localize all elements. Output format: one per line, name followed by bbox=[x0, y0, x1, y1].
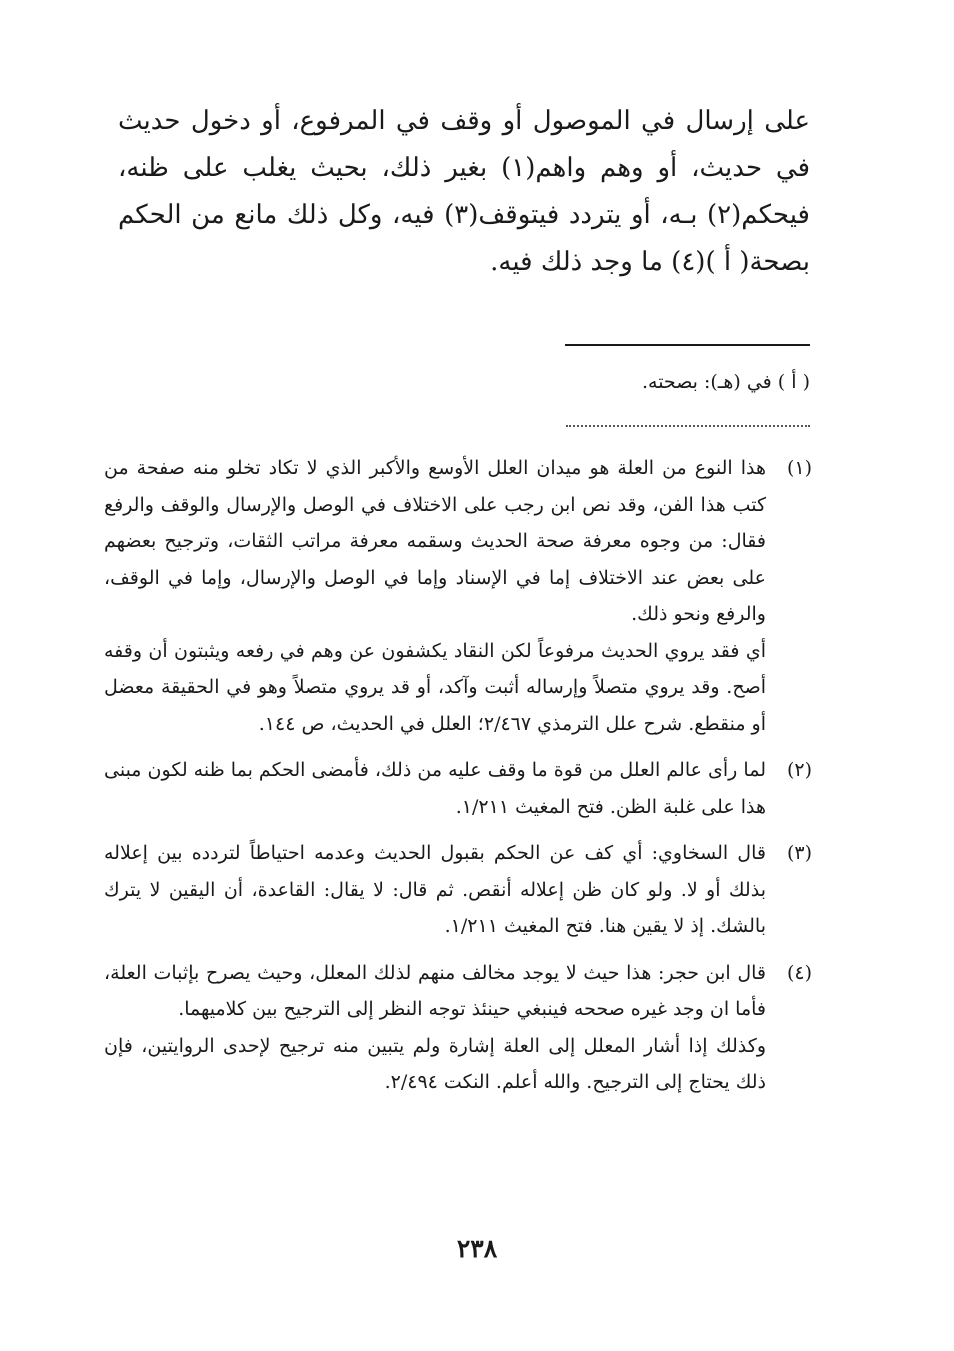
dotted-separator bbox=[566, 425, 810, 427]
footnote-body bbox=[104, 955, 766, 1101]
main-paragraph: على إرسال في الموصول أو وقف في المرفوع، أو دخول حديث في حديث، أو وهم واهم(١) بغير ذلك، بحيث يغلب على ظنه، فيحكم(٢) بـه، أو يتردد فيتوقف(٣) فيه، وكل ذلك مانع من الحكم بصحة( أ )(٤) ما وجد ذلك فيه. bbox=[118, 106, 810, 277]
footnote-body bbox=[104, 835, 766, 945]
footnote-paragraph: لما رأى عالم العلل من قوة ما وقف عليه من ذلك، فأمضى الحكم بما ظنه لكون مبنى هذا على غلبة الظن. فتح المغيث ١/٢١١. bbox=[104, 759, 766, 818]
variant-note: ( أ ) في (هـ): بصحته. bbox=[641, 371, 810, 393]
footnote-number: (٣) bbox=[786, 842, 812, 864]
footnote-paragraph: قال السخاوي: أي كف عن الحكم بقبول الحديث وعدمه احتياطاً لتردده بين إعلاله بذلك أو لا. ولو كان ظن إعلاله أنقص. ثم قال: لا يقال: القاعدة، أن اليقين لا يترك بالشك. إذ لا يقين هنا. فتح المغيث ١/٢١١. bbox=[104, 842, 766, 937]
footnote-paragraph: أي فقد يروي الحديث مرفوعاً لكن النقاد يكشفون عن وهم في رفعه ويثبتون أن وقفه أصح. وقد يروي متصلاً وإرساله أثبت وآكد، أو قد يروي متصلاً وهو في الحقيقة معضل أو منقطع. شرح علل الترمذي ٢/٤٦٧؛ العلل في الحديث، ص ١٤٤. bbox=[104, 639, 766, 735]
footnote-number: (١) bbox=[786, 457, 812, 479]
footnote-4 bbox=[104, 955, 812, 1101]
main-text-block bbox=[118, 98, 810, 286]
footnote-3 bbox=[104, 835, 812, 945]
footnote-1 bbox=[104, 450, 812, 742]
footnote-2 bbox=[104, 752, 812, 825]
footnotes-section bbox=[104, 450, 812, 1111]
footnote-body bbox=[104, 450, 766, 742]
footnote-separator-line bbox=[565, 344, 810, 346]
footnote-number: (٢) bbox=[786, 759, 812, 781]
footnote-body bbox=[104, 752, 766, 825]
footnote-number: (٤) bbox=[786, 961, 812, 984]
footnote-paragraph: قال ابن حجر: هذا حيث لا يوجد مخالف منهم لذلك المعلل، وحيث يصرح بإثبات العلة، فأما ان وجد غيره صححه فينبغي حينئذ توجه النظر إلى الترجيح بين كلاميهما. bbox=[104, 961, 766, 1020]
footnote-paragraph: وكذلك إذا أشار المعلل إلى العلة إشارة ولم يتبين منه ترجيح لإحدى الروايتين، فإن ذلك يحتاج إلى الترجيح. والله أعلم. النكت ٢/٤٩٤. bbox=[104, 1034, 766, 1093]
page-number: ٢٣٨ bbox=[456, 1234, 498, 1263]
footnote-paragraph: هذا النوع من العلة هو ميدان العلل الأوسع والأكبر الذي لا تكاد تخلو منه صفحة من كتب هذا الفن، وقد نص ابن رجب على الاختلاف في الوصل والإرسال والوقف والرفع فقال: من وجوه معرفة صحة الحديث وسقمه معرفة مراتب الثقات، وترجيح بعضهم على بعض عند الاختلاف إما في الإسناد وإما في الوصل والإرسال، وإما في الوقف، والرفع ونحو ذلك. bbox=[104, 457, 766, 625]
